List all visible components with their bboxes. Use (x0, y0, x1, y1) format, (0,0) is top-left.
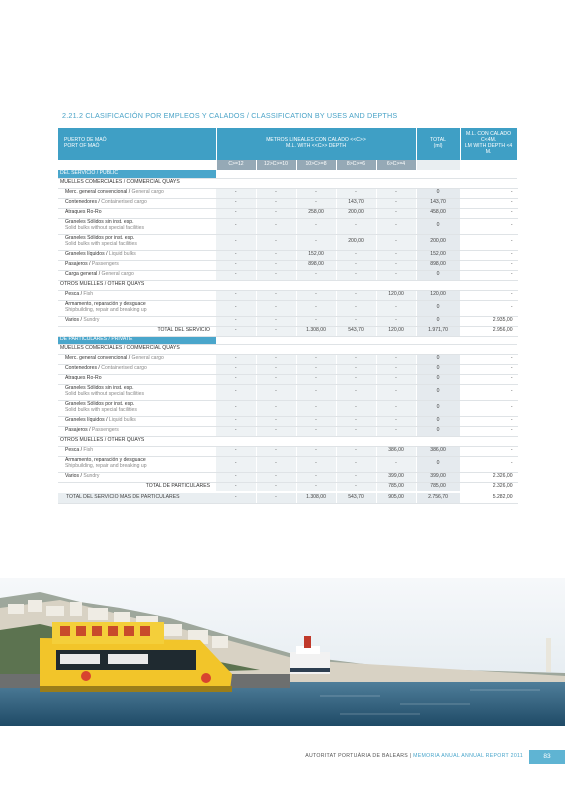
table-cell: - (216, 300, 256, 316)
total-cell: - (216, 326, 256, 336)
table-cell: 0 (416, 218, 460, 234)
section-title: 2.21.2 CLASIFICACIÓN POR EMPLEOS Y CALADOS / CLASSIFICATION BY USES AND DEPTHS (62, 111, 398, 120)
table-row (58, 364, 517, 374)
table-cell: 0 (416, 416, 460, 426)
table-cell: 2.935,00 (460, 316, 517, 326)
table-row (58, 316, 517, 326)
table-cell: - (460, 198, 517, 208)
table-cell: - (376, 188, 416, 198)
table-cell: - (460, 416, 517, 426)
table-cell: - (256, 354, 296, 364)
total-cell: 543,70 (336, 492, 376, 503)
table-cell: - (216, 270, 256, 280)
table-cell: 143,70 (336, 198, 376, 208)
total-cell: 1.308,00 (296, 326, 336, 336)
table-cell: - (216, 354, 256, 364)
table-cell: - (460, 250, 517, 260)
table-row (58, 208, 517, 218)
table-cell: - (376, 234, 416, 250)
row-label: Pesca / Fish (58, 290, 216, 300)
row-label: Contenedores / Containerised cargo (58, 364, 216, 374)
row-label: Graneles Sólidos por inst. esp. Solid bulks with special facilities (58, 234, 216, 250)
table-cell: - (336, 456, 376, 472)
row-label: Merc. general convencional / General cargo (58, 354, 216, 364)
table-cell: - (460, 384, 517, 400)
table-cell: - (216, 250, 256, 260)
table-cell: 2.326,00 (460, 472, 517, 482)
table-cell: 258,00 (296, 208, 336, 218)
table-cell: 152,00 (296, 250, 336, 260)
table-cell: - (256, 234, 296, 250)
table-cell: - (256, 472, 296, 482)
table-cell: - (296, 354, 336, 364)
table-cell: - (376, 316, 416, 326)
table-cell: - (296, 290, 336, 300)
total-cell: - (296, 482, 336, 492)
table-cell: 0 (416, 300, 460, 316)
table-cell: - (460, 354, 517, 364)
row-label: Armamento, reparación y desguace Shipbuilding, repair and breaking up (58, 456, 216, 472)
band-public: DEL SERVICIO / PUBLIC (58, 170, 216, 178)
table-cell: - (256, 456, 296, 472)
table-cell: - (256, 188, 296, 198)
table-cell: - (376, 456, 416, 472)
table-row (58, 472, 517, 482)
table-cell: - (216, 374, 256, 384)
table-cell: - (336, 300, 376, 316)
group-commercial-quays: MUELLES COMERCIALES / COMMERCIAL QUAYS (58, 178, 517, 188)
table-cell: - (460, 456, 517, 472)
table-cell: - (376, 270, 416, 280)
table-cell: - (216, 260, 256, 270)
table-cell: - (376, 416, 416, 426)
table-cell: - (296, 400, 336, 416)
table-cell: - (460, 208, 517, 218)
row-label: Contenedores / Containerised cargo (58, 198, 216, 208)
table-cell: - (336, 188, 376, 198)
uses-depths-table (58, 128, 518, 504)
table-row (58, 446, 517, 456)
table-cell: - (216, 400, 256, 416)
table-cell: - (376, 208, 416, 218)
table-cell: - (376, 260, 416, 270)
total-cell: - (216, 482, 256, 492)
table-cell: 0 (416, 456, 460, 472)
table-cell: - (296, 270, 336, 280)
table-cell: - (216, 364, 256, 374)
table-cell: - (216, 234, 256, 250)
table-cell: - (256, 270, 296, 280)
table-cell: - (216, 316, 256, 326)
depth-col-3: 10>C>=8 (296, 160, 336, 170)
table-cell: - (336, 316, 376, 326)
table-cell: 399,00 (416, 472, 460, 482)
table-cell: - (296, 384, 336, 400)
table-row (58, 198, 517, 208)
table-cell: 120,00 (416, 290, 460, 300)
table-cell: - (216, 446, 256, 456)
table-cell: - (336, 270, 376, 280)
table-cell: - (460, 446, 517, 456)
row-label: Varios / Sundry (58, 316, 216, 326)
total-row (58, 492, 517, 503)
port-header: PUERTO DE MAÓ PORT OF MAÓ (58, 128, 216, 160)
table-cell: - (336, 400, 376, 416)
table-cell: - (376, 364, 416, 374)
table-cell: - (376, 218, 416, 234)
table-cell: - (460, 300, 517, 316)
table-cell: - (296, 472, 336, 482)
table-cell: - (460, 426, 517, 436)
total-label: TOTAL DEL SERVICIO MAS DE PARTICULARES (58, 492, 216, 503)
table-cell: - (256, 316, 296, 326)
row-label: Graneles Sólidos por inst. esp. Solid bulks with special facilities (58, 400, 216, 416)
table-cell: 200,00 (336, 208, 376, 218)
table-cell: - (256, 290, 296, 300)
table-cell: 0 (416, 384, 460, 400)
total-label: TOTAL DEL SERVICIO (58, 326, 216, 336)
table-cell: - (216, 290, 256, 300)
row-label: Graneles Sólidos sin inst. esp. Solid bulks without special facilities (58, 218, 216, 234)
row-label: Pasajeros / Passengers (58, 426, 216, 436)
row-label: Atraques Ro-Ro (58, 374, 216, 384)
band-private: DE PARTICULARES / PRIVATE (58, 336, 216, 344)
table-cell: - (216, 218, 256, 234)
table-cell: - (376, 400, 416, 416)
row-label: Carga general / General cargo (58, 270, 216, 280)
table-cell: - (216, 208, 256, 218)
table-cell: 0 (416, 270, 460, 280)
table-cell: - (376, 426, 416, 436)
table-cell: - (296, 316, 336, 326)
table-row (58, 260, 517, 270)
table-row (58, 354, 517, 364)
total-cell: 1.971,70 (416, 326, 460, 336)
table-cell: 898,00 (416, 260, 460, 270)
depth-col-4: 8>C>=6 (336, 160, 376, 170)
table-cell: - (336, 250, 376, 260)
table-cell: - (460, 270, 517, 280)
table-cell: - (216, 472, 256, 482)
depth-col-2: 12>C>=10 (256, 160, 296, 170)
table-row (58, 218, 517, 234)
table-row (58, 300, 517, 316)
row-label: Merc. general convencional / General cargo (58, 188, 216, 198)
table-cell: - (336, 426, 376, 436)
table-cell: - (460, 188, 517, 198)
group-other-quays: OTROS MUELLES / OTHER QUAYS (58, 436, 517, 446)
table-cell: - (256, 426, 296, 436)
depth-col-1: C>=12 (216, 160, 256, 170)
table-cell: 200,00 (336, 234, 376, 250)
table-row (58, 400, 517, 416)
row-label: Graneles líquidos / Liquid bulks (58, 250, 216, 260)
table-cell: - (216, 198, 256, 208)
row-label: Atraques Ro-Ro (58, 208, 216, 218)
table-cell: 386,00 (416, 446, 460, 456)
table-cell: 0 (416, 374, 460, 384)
table-cell: - (336, 416, 376, 426)
table-cell: - (460, 234, 517, 250)
table-cell: - (376, 198, 416, 208)
table-cell: 898,00 (296, 260, 336, 270)
table-cell: - (376, 374, 416, 384)
row-label: Varios / Sundry (58, 472, 216, 482)
total-cell: 543,70 (336, 326, 376, 336)
table-cell: - (296, 456, 336, 472)
page-number: 83 (529, 750, 565, 764)
harbour-photo (0, 578, 565, 726)
table-cell: - (296, 188, 336, 198)
total-cell: 1.308,00 (296, 492, 336, 503)
table-cell: 152,00 (416, 250, 460, 260)
table-cell: - (296, 234, 336, 250)
table-cell: - (256, 208, 296, 218)
total-cell: 785,00 (416, 482, 460, 492)
table-cell: 386,00 (376, 446, 416, 456)
depth-col-5: 6>C>=4 (376, 160, 416, 170)
table-cell: - (256, 446, 296, 456)
table-cell: - (336, 260, 376, 270)
table-cell: - (336, 384, 376, 400)
total-cell: - (256, 482, 296, 492)
table-cell: - (336, 446, 376, 456)
table-cell: - (336, 364, 376, 374)
table-cell: - (256, 300, 296, 316)
table-row (58, 290, 517, 300)
table-cell: - (460, 260, 517, 270)
table-cell: - (256, 384, 296, 400)
table-row (58, 374, 517, 384)
table-cell: - (216, 416, 256, 426)
table-cell: - (216, 456, 256, 472)
total-cell: - (256, 492, 296, 503)
row-label: Pesca / Fish (58, 446, 216, 456)
table-cell: 0 (416, 316, 460, 326)
table-cell: - (376, 384, 416, 400)
table-cell: - (336, 218, 376, 234)
table-cell: - (256, 198, 296, 208)
table-cell: - (256, 250, 296, 260)
total-row (58, 482, 517, 492)
table-cell: - (296, 300, 336, 316)
table-cell: - (296, 446, 336, 456)
total-label: TOTAL DE PARTICULARES (58, 482, 216, 492)
depth-header: METROS LINEALES CON CALADO <<C>> M.L. WITH <<C>> DEPTH (216, 128, 416, 160)
page-footer (0, 750, 565, 764)
total-cell: - (216, 492, 256, 503)
table-cell: 0 (416, 364, 460, 374)
shallow-header: M.L. CON CALADO C<4M. LM WITH DEPTH <4 M. (460, 128, 517, 160)
table-cell: 0 (416, 426, 460, 436)
total-cell: 2.956,00 (460, 326, 517, 336)
total-header: TOTAL (ml) (416, 128, 460, 160)
total-cell: - (256, 326, 296, 336)
table-cell: - (256, 400, 296, 416)
table-cell: 0 (416, 354, 460, 364)
group-other-quays: OTROS MUELLES / OTHER QUAYS (58, 280, 517, 290)
table-cell: - (256, 374, 296, 384)
group-commercial-quays: MUELLES COMERCIALES / COMMERCIAL QUAYS (58, 344, 517, 354)
table-cell: - (296, 198, 336, 208)
table-row (58, 426, 517, 436)
table-row (58, 270, 517, 280)
total-cell: 5.282,00 (460, 492, 517, 503)
total-row (58, 326, 517, 336)
table-cell: - (336, 354, 376, 364)
table-row (58, 384, 517, 400)
table-cell: 200,00 (416, 234, 460, 250)
table-cell: - (296, 364, 336, 374)
table-cell: 0 (416, 188, 460, 198)
table-cell: - (460, 218, 517, 234)
table-cell: - (336, 472, 376, 482)
table-cell: - (296, 416, 336, 426)
table-cell: - (256, 416, 296, 426)
table-row (58, 416, 517, 426)
table-cell: - (216, 384, 256, 400)
total-cell: 2.326,00 (460, 482, 517, 492)
table-cell: 399,00 (376, 472, 416, 482)
table-cell: - (376, 354, 416, 364)
table-cell: 120,00 (376, 290, 416, 300)
table-cell: - (296, 426, 336, 436)
total-cell: - (336, 482, 376, 492)
table-cell: - (376, 300, 416, 316)
table-row (58, 250, 517, 260)
table-cell: - (296, 374, 336, 384)
table-cell: - (256, 218, 296, 234)
table-cell: - (376, 250, 416, 260)
row-label: Graneles Sólidos sin inst. esp. Solid bulks without special facilities (58, 384, 216, 400)
table-cell: - (336, 290, 376, 300)
total-cell: 905,00 (376, 492, 416, 503)
table-row (58, 234, 517, 250)
table-cell: 143,70 (416, 198, 460, 208)
table-cell: - (336, 374, 376, 384)
footer-text: AUTORITAT PORTUÀRIA DE BALEARS | MEMORIA ANUAL ANNUAL REPORT 2011 (305, 753, 523, 759)
total-cell: 120,00 (376, 326, 416, 336)
row-label: Armamento, reparación y desguace Shipbuilding, repair and breaking up (58, 300, 216, 316)
table-cell: - (460, 290, 517, 300)
table-row (58, 188, 517, 198)
table-cell: 458,00 (416, 208, 460, 218)
table-cell: - (256, 364, 296, 374)
total-cell: 2.756,70 (416, 492, 460, 503)
table-row (58, 456, 517, 472)
row-label: Graneles líquidos / Liquid bulks (58, 416, 216, 426)
table-cell: 0 (416, 400, 460, 416)
table-cell: - (460, 374, 517, 384)
table-cell: - (296, 218, 336, 234)
table-cell: - (216, 188, 256, 198)
table-cell: - (256, 260, 296, 270)
total-cell: 785,00 (376, 482, 416, 492)
table-cell: - (216, 426, 256, 436)
table-cell: - (460, 400, 517, 416)
table-cell: - (460, 364, 517, 374)
row-label: Pasajeros / Passengers (58, 260, 216, 270)
